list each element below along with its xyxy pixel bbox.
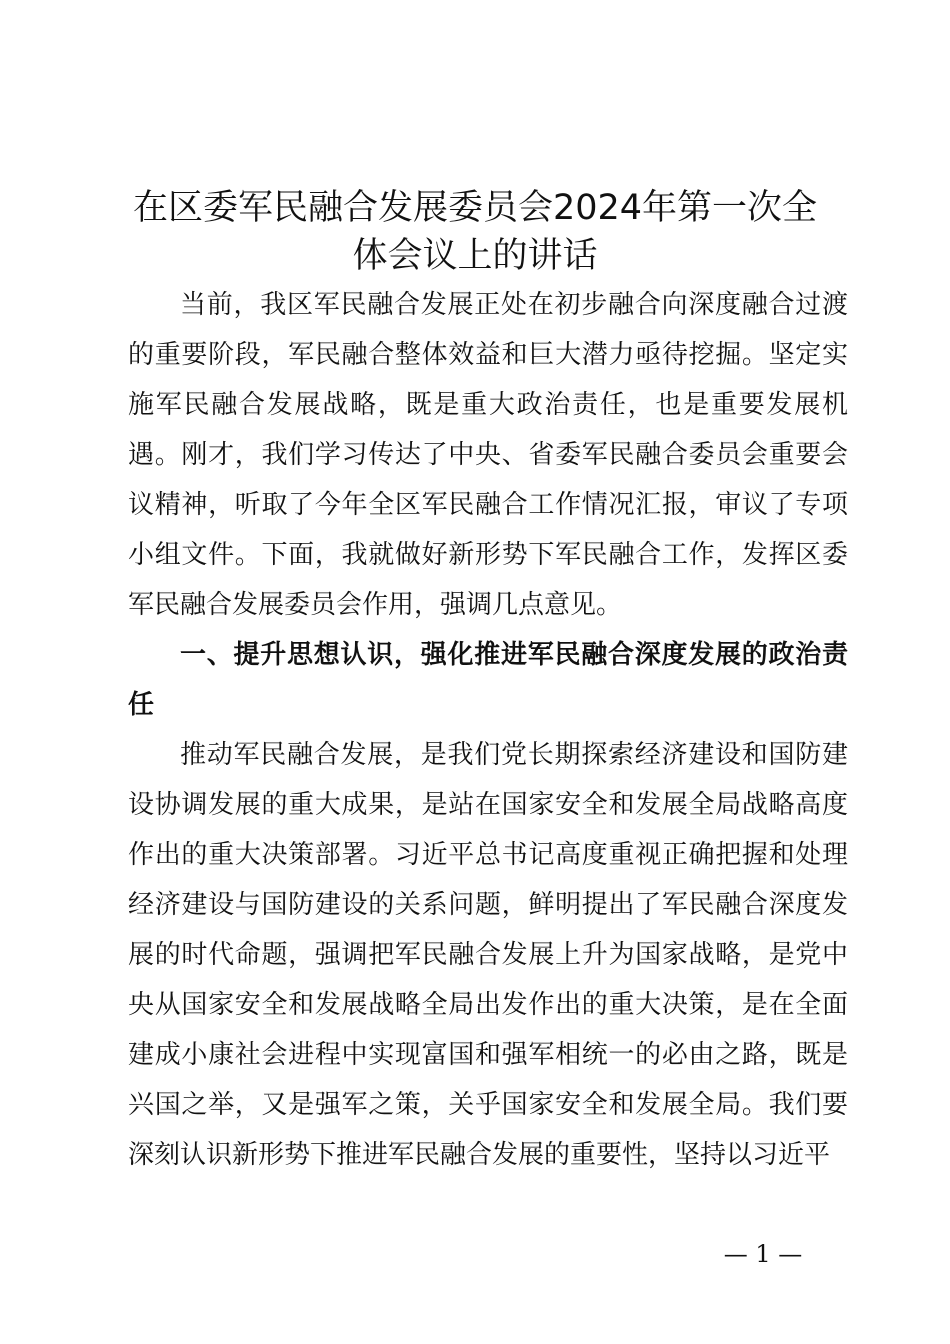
page-number: — 1 — xyxy=(723,1240,803,1268)
document-title-line-1: 在区委军民融合发展委员会2024年第一次全 xyxy=(132,188,818,228)
section-1-paragraph: 推动军民融合发展，是我们党长期探索经济建设和国防建设协调发展的重大成果，是站在国家安全和发展全局战略高度作出的重大决策部署。习近平总书记高度重视正确把握和处理经济建设与国防建设的关系问题，鲜明提出了军民融合深度发展的时代命题，强调把军民融合发展上升为国家战略，是党中央从国家安全和发展战略全局出发作出的重大决策，是在全面建成小康社会进程中实现富国和强军相统一的必由之路，既是兴国之举，又是强军之策，关乎国家安全和发展全局。我们要深刻认识新形势下推进军民融合发展的重要性，坚持以习近平 xyxy=(128,740,848,1170)
document-title-line-2: 体会议上的讲话 xyxy=(352,236,598,276)
intro-paragraph: 当前，我区军民融合发展正处在初步融合向深度融合过渡的重要阶段，军民融合整体效益和巨大潜力亟待挖掘。坚定实施军民融合发展战略，既是重大政治责任，也是重要发展机遇。刚才，我们学习传达了中央、省委军民融合委员会重要会议精神，听取了今年全区军民融合工作情况汇报，审议了专项小组文件。下面，我就做好新形势下军民融合工作，发挥区委军民融合发展委员会作用，强调几点意见。 xyxy=(128,290,848,620)
section-1-heading: 一、提升思想认识，强化推进军民融合深度发展的政治责任 xyxy=(128,640,848,720)
